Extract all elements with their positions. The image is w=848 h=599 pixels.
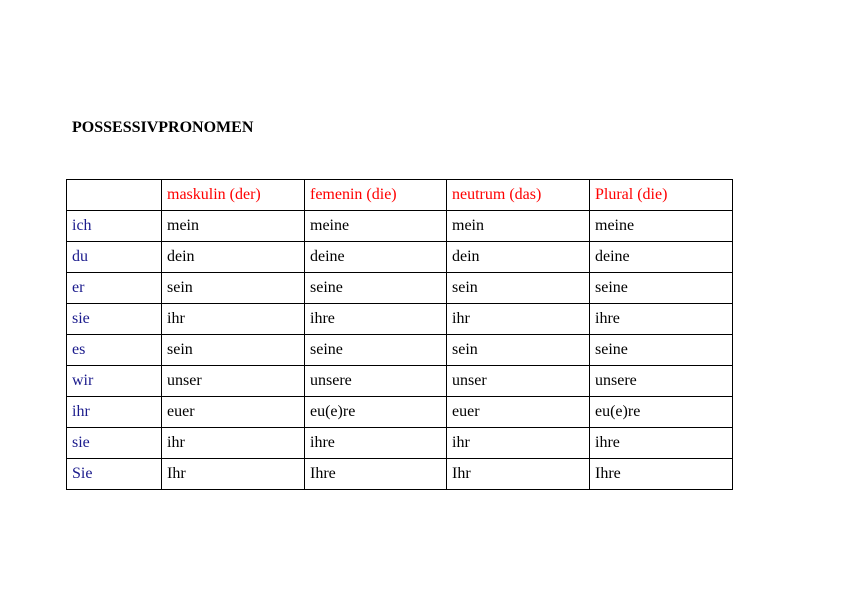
table-cell: unser [447, 366, 590, 397]
pronoun-cell: es [67, 335, 162, 366]
table-cell: ihre [305, 304, 447, 335]
table-cell: seine [305, 273, 447, 304]
table-cell: euer [162, 397, 305, 428]
table-cell: eu(e)re [590, 397, 733, 428]
table-row [67, 366, 733, 397]
table-cell: sein [162, 335, 305, 366]
table-cell: sein [447, 335, 590, 366]
header-cell: neutrum (das) [447, 180, 590, 211]
pronoun-cell: sie [67, 428, 162, 459]
table-cell: seine [305, 335, 447, 366]
table-row [67, 304, 733, 335]
table-row [67, 459, 733, 490]
header-cell: femenin (die) [305, 180, 447, 211]
table-cell: unsere [305, 366, 447, 397]
table-cell: ihr [447, 304, 590, 335]
table-cell: Ihr [447, 459, 590, 490]
pronoun-cell: wir [67, 366, 162, 397]
table-cell: eu(e)re [305, 397, 447, 428]
table-cell: euer [447, 397, 590, 428]
table-row [67, 211, 733, 242]
table-cell: deine [305, 242, 447, 273]
header-cell: maskulin (der) [162, 180, 305, 211]
page-title: POSSESSIVPRONOMEN [72, 119, 254, 136]
possessive-pronoun-table [66, 179, 733, 490]
table-cell: ihr [162, 304, 305, 335]
table-cell: ihr [162, 428, 305, 459]
table-cell: meine [305, 211, 447, 242]
pronoun-cell: du [67, 242, 162, 273]
table-cell: seine [590, 335, 733, 366]
pronoun-cell: er [67, 273, 162, 304]
table-cell: mein [162, 211, 305, 242]
table-row [67, 428, 733, 459]
table-cell: ihre [305, 428, 447, 459]
table-cell: sein [447, 273, 590, 304]
table-row [67, 335, 733, 366]
table-cell: unsere [590, 366, 733, 397]
corner-cell [67, 180, 162, 211]
table-cell: dein [162, 242, 305, 273]
pronoun-cell: Sie [67, 459, 162, 490]
table-header-row [67, 180, 733, 211]
table-cell: mein [447, 211, 590, 242]
table-row [67, 397, 733, 428]
table-cell: seine [590, 273, 733, 304]
table-cell: unser [162, 366, 305, 397]
pronoun-cell: sie [67, 304, 162, 335]
pronoun-cell: ich [67, 211, 162, 242]
table-row [67, 273, 733, 304]
pronoun-cell: ihr [67, 397, 162, 428]
table-cell: Ihre [305, 459, 447, 490]
table-cell: ihre [590, 304, 733, 335]
header-cell: Plural (die) [590, 180, 733, 211]
table-row [67, 242, 733, 273]
table-cell: sein [162, 273, 305, 304]
table-cell: meine [590, 211, 733, 242]
table-cell: ihr [447, 428, 590, 459]
table-cell: Ihr [162, 459, 305, 490]
table-cell: Ihre [590, 459, 733, 490]
table-cell: ihre [590, 428, 733, 459]
table-cell: dein [447, 242, 590, 273]
table-cell: deine [590, 242, 733, 273]
